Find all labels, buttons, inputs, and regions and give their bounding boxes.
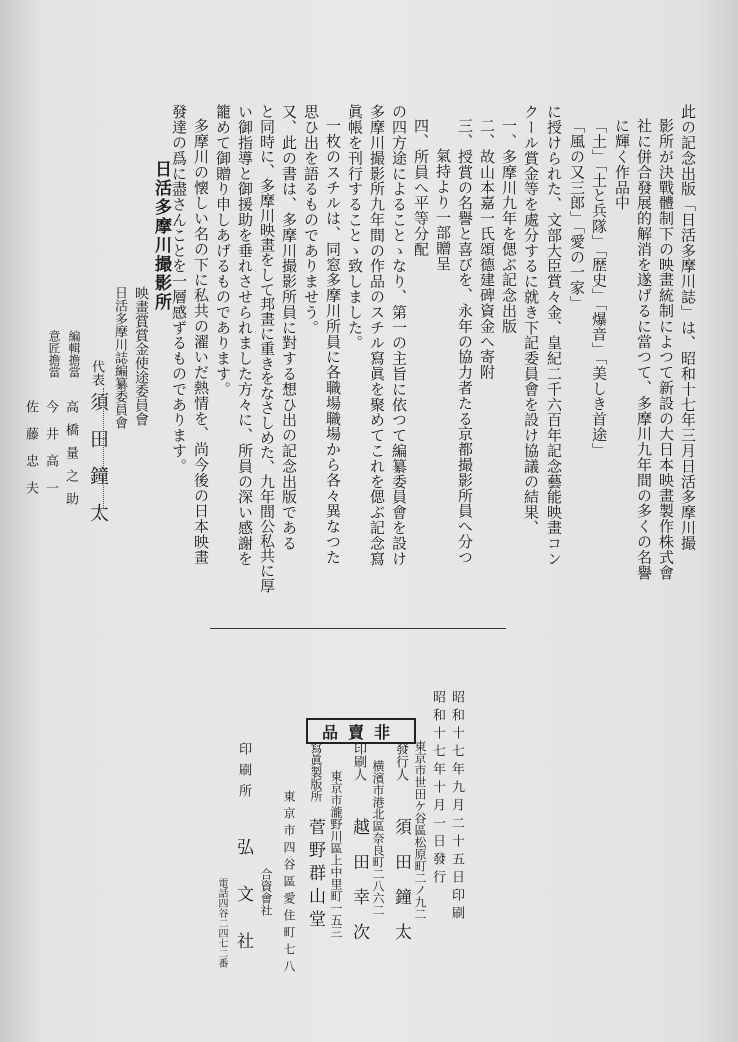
printer-address: 横濱市港北區奈良町二八六二 (371, 760, 385, 916)
preface-line: 三、授賞の名譽と喜びを、永年の協力者たる京都撮影所員へ分つ (456, 118, 474, 565)
preface-line: と同時に、多摩川映畫をして邦畫に重きをなさしめた、九年間公私共に厚 (258, 104, 276, 593)
preface-line: 「風の又三郎」「愛の一家」 (568, 118, 586, 311)
publisher-name: 須田鐘太 (391, 818, 411, 958)
print-shop-type: 合資會社 (259, 868, 273, 916)
print-shop-address: 東京市四谷區愛住町七八 (282, 790, 296, 977)
print-date: 昭和十七年九月二十五日印刷 (449, 690, 464, 924)
dotted-divider (103, 388, 104, 508)
preface-line: 多摩川撮影所九年間の作品のスチル寫眞を聚めてこれを偲ぶ記念寫 (368, 104, 386, 566)
preface-line: 一枚のスチルは、同窓多摩川所員に各職場職場から各々異なつた (324, 118, 342, 565)
preface-line: 四、所員へ平等分配 (412, 118, 430, 257)
preface-line: クール賞金等を處分するに就き下記委員會を設け協議の結果、 (522, 104, 540, 536)
organization-name: 日活多摩川撮影所 (151, 160, 171, 312)
committee-name: 映畫賞賞金使途委員會 (133, 286, 149, 426)
print-shop-name: 弘文社 (233, 838, 253, 979)
preface-line: 眞帳を刊行することゝ致しました。 (346, 104, 364, 351)
section-divider (210, 628, 506, 629)
committee-name: 日活多摩川誌編纂委員會 (112, 286, 127, 429)
preface-line: 社に併合發展的解消を遂げるに當つて、多摩川九年間の多くの名譽 (635, 118, 653, 580)
preface-line: 氣持より一部贈呈 (434, 148, 452, 272)
preface-line: 影所が決戰體制下の映畫統制によつて新設の大日本映畫製作株式會 (657, 118, 675, 580)
print-shop-phone: 電話四谷二四七二番 (216, 878, 227, 968)
preface-line: 多摩川の懐しい名の下に私共の濯いだ熱情を、尚今後の日本映畫 (192, 118, 210, 565)
photo-engraver-address: 東京市瀧野川區上中里町一五三 (329, 770, 343, 938)
publish-date: 昭和十七年十月一日發行 (430, 690, 445, 888)
photo-engraver-name: 菅野群山堂 (305, 818, 325, 933)
preface-line: 籠めて御贈り申しあげるものであります。 (214, 104, 232, 397)
representative-name: 須田鐘太 (87, 392, 109, 540)
not-for-sale-label: 非賣品 (321, 722, 400, 742)
preface-line: 此の記念出版「日活多摩川誌」は、昭和十七年三月日活多摩川撮 (679, 104, 697, 551)
preface-line: 發達の爲に盡さんことを一層感ずるものであります。 (170, 104, 188, 474)
preface-line: に輝く作品中 (613, 118, 631, 211)
print-shop-label: 印刷所 (236, 742, 251, 805)
preface-line: に授けられた、文部大臣賞々金、皇紀二千六百年記念藝能映畫コン (545, 104, 563, 566)
preface-line: の四方途によることゝなり、第一の主旨に依つて編纂委員會を設け (390, 104, 408, 566)
representative-title: 代表 (89, 360, 104, 386)
preface-line: 二、故山本嘉一氏頌德建碑資金へ寄附 (478, 118, 496, 380)
designer-name: 佐藤忠夫 (23, 400, 38, 508)
preface-line: 又、此の書は、多摩川撮影所員に對する想ひ出の記念出版である (280, 104, 298, 551)
photo-engraver-label: 寫眞製版所 (309, 742, 323, 802)
editor-role: 編輯擔當 (67, 330, 81, 378)
designer-role: 意匠擔當 (47, 330, 61, 378)
designer-name: 今井高一 (43, 400, 58, 508)
publisher-label: 發行人 (393, 742, 408, 781)
preface-line: 一、多摩川九年を偲ぶ記念出版 (500, 118, 518, 334)
not-for-sale-mark (306, 718, 416, 744)
preface-line: 「土」「土と兵隊」「歴史」「爆音」「美しき首途」 (590, 118, 608, 458)
publisher-address: 東京市世田ケ谷區松原町二ノ九二 (413, 740, 427, 920)
printer-name: 越田幸次 (349, 818, 369, 958)
printer-label: 印刷人 (351, 742, 366, 781)
preface-line: い御指導と御援助を垂れさせられました方々に、所員の深い感謝を (236, 104, 254, 566)
editor-name: 高橋量之助 (63, 400, 78, 515)
preface-line: 思ひ出を語るものでありませう。 (302, 104, 320, 335)
